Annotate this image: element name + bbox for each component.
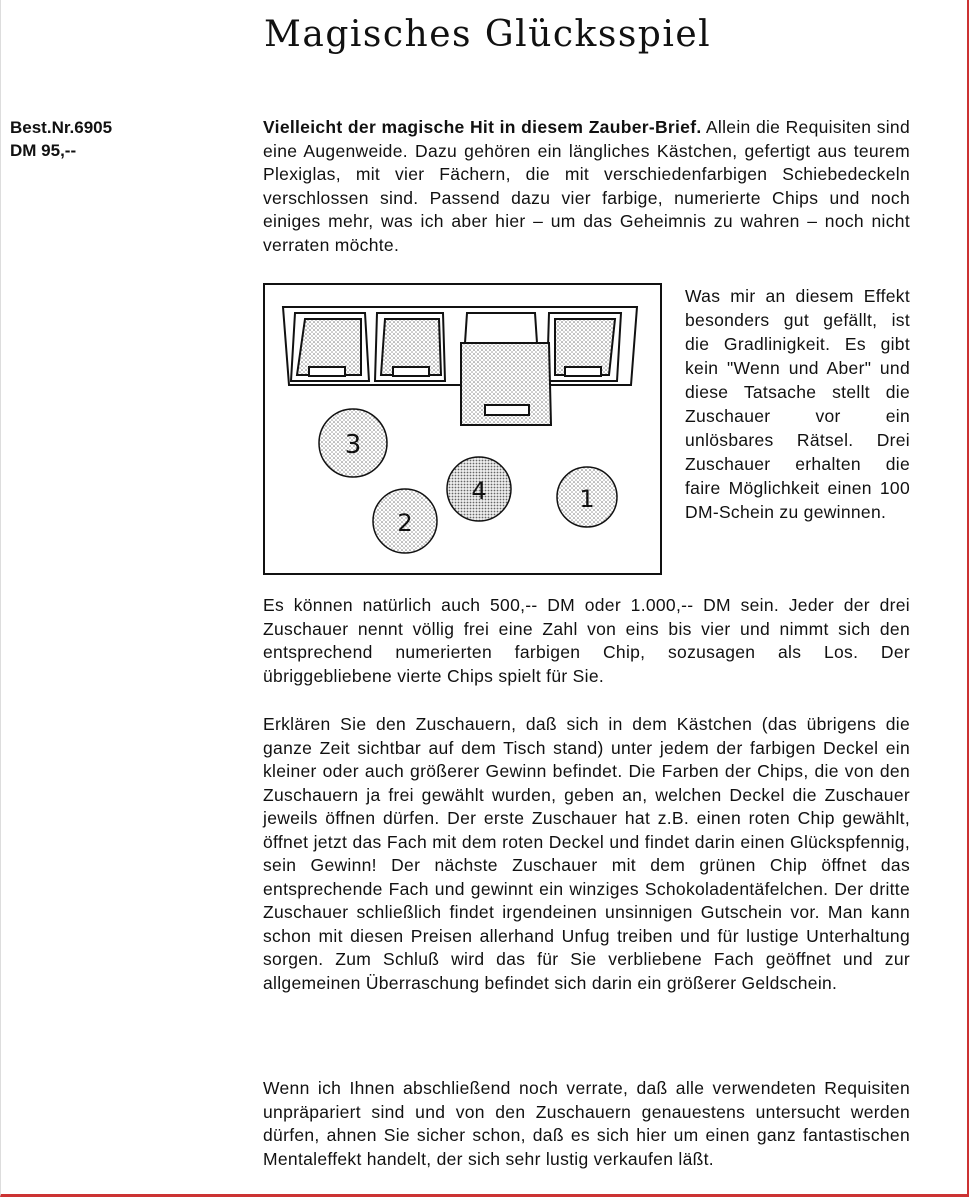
- intro-paragraph: [263, 116, 910, 257]
- chip-4-label: 4: [471, 477, 487, 505]
- paragraph-3: Erklären Sie den Zuschauern, daß sich in dem Kästchen (das übrigens die ganze Zeit sichtbar auf dem Tisch stand) unter jedem der farbigen Deckel ein kleiner oder auch größerer Gewinn befindet. Die Farben der Chips, die von den Zuschauern ja frei gewählt wurden, geben an, welchen Deckel die Zuschauer jeweils öffnen dürfen. Der erste Zuschauer hat z.B. einen roten Chip gewählt, öffnet jetzt das Fach mit dem roten Deckel und findet darin einen Glückspfennig, sein Gewinn! Der nächste Zuschauer mit dem grünen Chip öffnet das entsprechende Fach und gewinnt ein winziges Schokoladentäfelchen. Der dritte Zuschauer schließlich findet irgendeinen unsinnigen Gutschein vor. Man kann schon mit diesen Preisen allerhand Unfug treiben und für lustige Unterhaltung sorgen. Zum Schluß wird das für Sie verbliebene Fach geöffnet und zur allgemeinen Überraschung befindet sich darin ein größerer Geldschein.: [263, 714, 910, 993]
- chip-2-label: 2: [397, 509, 413, 537]
- chip-3: [319, 409, 387, 477]
- chip-3-label: 3: [344, 430, 362, 460]
- chip-4: [447, 457, 511, 521]
- box-and-chips-drawing: [265, 285, 660, 573]
- paragraph-2: Es können natürlich auch 500,-- DM oder 1.000,-- DM sein. Jeder der drei Zuschauer nennt völlig frei eine Zahl von eins bis vier und nimmt sich den entsprechend numerierten farbigen Chip, sozusagen als Los. Der übriggebliebene vierte Chips spielt für Sie.: [263, 595, 910, 686]
- illustration: [263, 283, 662, 575]
- chip-2: [373, 489, 437, 553]
- order-number: Best.Nr.6905: [10, 118, 113, 137]
- chip-1: [557, 467, 617, 527]
- chip-1-label: 1: [579, 485, 595, 513]
- price: DM 95,--: [10, 141, 77, 160]
- intro-text: Allein die Requisiten sind eine Augenweide. Dazu gehören ein längliches Kästchen, gefertigt aus teurem Plexiglas, mit vier Fächern, die mit verschiedenfarbigen Schiebedeckeln verschlossen sind. Passend dazu vier farbige, numerierte Chips und noch einiges mehr, was ich aber hier – um das Geheimnis zu wahren – noch nicht verraten möchte.: [263, 117, 910, 255]
- intro-lead: Vielleicht der magische Hit in diesem Zauber-Brief.: [263, 117, 702, 137]
- product-info: [10, 116, 112, 162]
- paragraph-4: Wenn ich Ihnen abschließend noch verrate, daß alle verwendeten Requisiten unpräpariert sind und von den Zuschauern genauestens untersucht werden dürfen, ahnen Sie sicher schon, daß es sich hier um einen ganz fantastischen Mentaleffekt handelt, der sich sehr lustig verkaufen läßt.: [263, 1078, 910, 1169]
- side-paragraph: Was mir an diesem Effekt besonders gut gefällt, ist die Gradlinigkeit. Es gibt kein "Wenn und Aber" und diese Tatsache stellt die Zuschauer vor ein unlösbares Rätsel. Drei Zuschauer erhalten die faire Möglichkeit einen 100 DM-Schein zu gewinnen.: [685, 286, 910, 522]
- page-title: Magisches Glücksspiel: [264, 14, 712, 55]
- plexiglas-box: [283, 307, 637, 425]
